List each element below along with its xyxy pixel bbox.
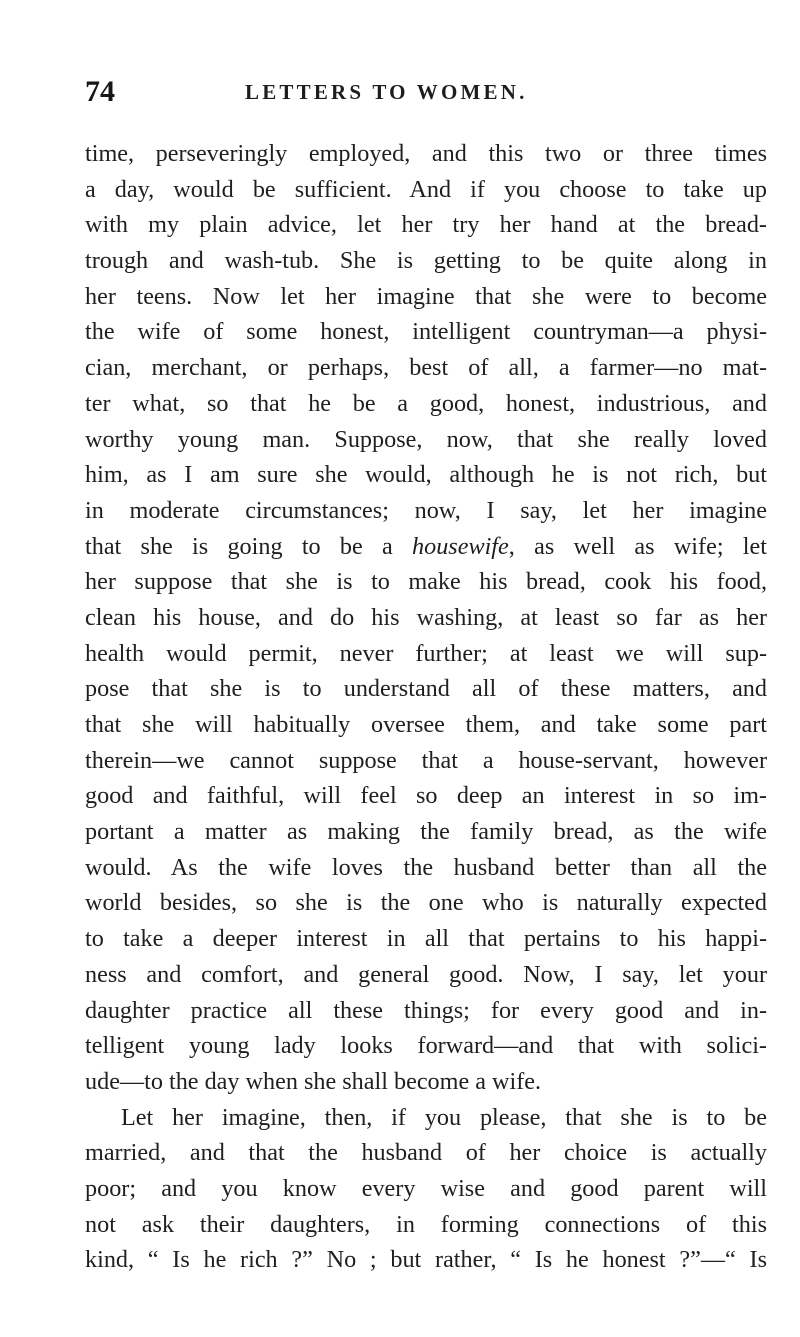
text-line: worthy young man. Suppose, now, that she really loved — [85, 425, 767, 453]
text-line: the wife of some honest, intelligent countryman—a physi- — [85, 318, 767, 346]
paragraph-end-line: ude—to the day when she shall become a wife. — [85, 1067, 542, 1095]
text-line: clean his house, and do his washing, at least so far as her — [85, 603, 767, 631]
page-header — [85, 72, 765, 112]
line-segment: that she is going to be a — [85, 532, 413, 560]
text-line: kind, “ Is he rich ?” No ; but rather, “ Is he honest ?”—“ Is — [85, 1246, 767, 1274]
text-line: cian, merchant, or perhaps, best of all, a farmer—no mat- — [85, 354, 767, 382]
text-line: telligent young lady looks forward—and that with solici- — [85, 1032, 767, 1060]
line-segment: , as well as wife; let — [508, 532, 767, 560]
text-line: poor; and you know every wise and good parent will — [85, 1174, 767, 1202]
text-line: world besides, so she is the one who is naturally expected — [85, 889, 767, 917]
body-text — [85, 136, 767, 1316]
text-line: good and faithful, will feel so deep an interest in so im- — [85, 782, 767, 810]
text-line: in moderate circumstances; now, I say, let her imagine — [85, 496, 767, 524]
text-line: married, and that the husband of her choice is actually — [85, 1139, 767, 1167]
text-line: ness and comfort, and general good. Now, I say, let your — [85, 960, 767, 988]
running-title: LETTERS TO WOMEN. — [245, 80, 528, 104]
text-line: trough and wash-tub. She is getting to be quite along in — [85, 247, 767, 275]
text-line: with my plain advice, let her try her hand at the bread- — [85, 211, 767, 239]
text-line: portant a matter as making the family bread, as the wife — [85, 818, 767, 846]
text-line: her suppose that she is to make his bread, cook his food, — [85, 568, 767, 596]
paragraph-start-line: Let her imagine, then, if you please, that she is to be — [121, 1103, 767, 1131]
page-number: 74 — [85, 75, 115, 108]
text-line: health would permit, never further; at least we will sup- — [85, 639, 767, 667]
text-line — [85, 529, 767, 565]
text-line: a day, would be sufficient. And if you choose to take up — [85, 175, 767, 203]
text-line: that she will habitually oversee them, and take some part — [85, 711, 767, 738]
text-line: time, perseveringly employed, and this two or three times — [85, 140, 767, 167]
text-line: pose that she is to understand all of these matters, and — [85, 675, 767, 703]
text-line: not ask their daughters, in forming connections of this — [85, 1210, 767, 1238]
text-line: therein—we cannot suppose that a house-servant, however — [85, 746, 767, 774]
emphasized-word: housewife — [412, 532, 509, 560]
text-line: ter what, so that he be a good, honest, industrious, and — [85, 389, 767, 417]
text-line: to take a deeper interest in all that pertains to his happi- — [85, 925, 767, 953]
text-line: would. As the wife loves the husband better than all the — [85, 853, 767, 881]
text-line: her teens. Now let her imagine that she were to become — [85, 282, 767, 310]
text-line: daughter practice all these things; for every good and in- — [85, 996, 767, 1024]
text-line: him, as I am sure she would, although he is not rich, but — [85, 461, 767, 489]
